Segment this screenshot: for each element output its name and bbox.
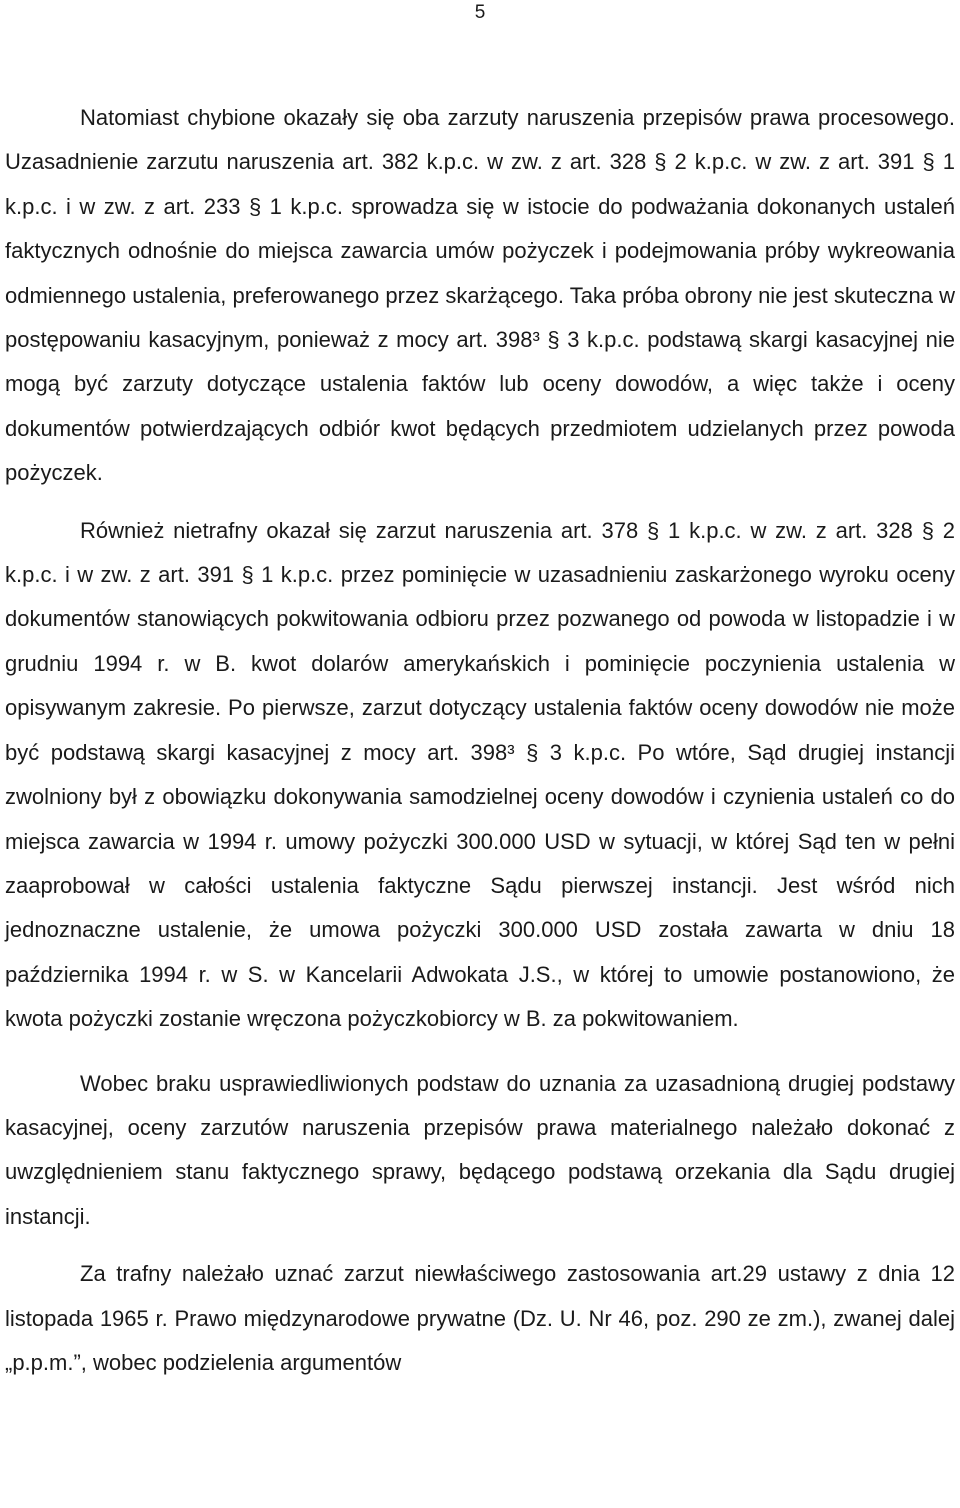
paragraph-art-378-charge: Również nietrafny okazał się zarzut naruszenia art. 378 § 1 k.p.c. w zw. z art. 328 § 2 k.p.c. i w zw. z art. 391 § 1 k.p.c. przez pominięcie w uzasadnieniu zaskarżonego wyroku oceny dokumentów stanowiących pokwitowania odbioru przez pozwanego od powoda w listopadzie i w grudniu 1994 r. w B. kwot dolarów amerykańskich i pominięcie poczynienia ustalenia w opisywanym zakresie. Po pierwsze, zarzut dotyczący ustalenia faktów oceny dowodów nie może być podstawą skargi kasacyjnej z mocy art. 398³ § 3 k.p.c. Po wtóre, Sąd drugiej instancji zwolniony był z obowiązku dokonywania samodzielnej oceny dowodów i czynienia ustaleń co do miejsca zawarcia w 1994 r. umowy pożyczki 300.000 USD w sytuacji, w której Sąd ten w pełni zaaprobował w całości ustalenia faktyczne Sądu pierwszej instancji. Jest wśród nich jednoznaczne ustalenie, że umowa pożyczki 300.000 USD została zawarta w dniu 18 października 1994 r. w S. w Kancelarii Adwokata J.S., w której to umowie postanowiono, że kwota pożyczki zostanie wręczona pożyczkobiorcy w B. za pokwitowaniem. bbox=[5, 517, 955, 1032]
document-body bbox=[5, 96, 955, 1385]
page-number: 5 bbox=[474, 2, 486, 23]
paragraph-substantive-law: Wobec braku usprawiedliwionych podstaw do uznania za uzasadnioną drugiej podstawy kasacyjnej, oceny zarzutów naruszenia przepisów prawa materialnego należało dokonać z uwzględnieniem stanu faktycznego sprawy, będącego podstawą orzekania dla Sądu drugiej instancji. bbox=[5, 1070, 955, 1229]
paragraph-art-29-charge: Za trafny należało uznać zarzut niewłaściwego zastosowania art.29 ustawy z dnia 12 listopada 1965 r. Prawo międzynarodowe prywatne (Dz. U. Nr 46, poz. 290 ze zm.), zwanej dalej „p.p.m.”, wobec podzielenia argumentów bbox=[5, 1261, 955, 1375]
paragraph-procedural-charges: Natomiast chybione okazały się oba zarzuty naruszenia przepisów prawa procesowego. Uzasadnienie zarzutu naruszenia art. 382 k.p.c. w zw. z art. 328 § 2 k.p.c. w zw. z art. 391 § 1 k.p.c. i w zw. z art. 233 § 1 k.p.c. sprowadza się w istocie do podważania dokonanych ustaleń faktycznych odnośnie do miejsca zawarcia umów pożyczek i podejmowania próby wykreowania odmiennego ustalenia, preferowanego przez skarżącego. Taka próba obrony nie jest skuteczna w postępowaniu kasacyjnym, ponieważ z mocy art. 398³ § 3 k.p.c. podstawą skargi kasacyjnej nie mogą być zarzuty dotyczące ustalenia faktów lub oceny dowodów, a więc także i oceny dokumentów potwierdzających odbiór kwot będących przedmiotem udzielanych przez powoda pożyczek. bbox=[5, 105, 955, 486]
